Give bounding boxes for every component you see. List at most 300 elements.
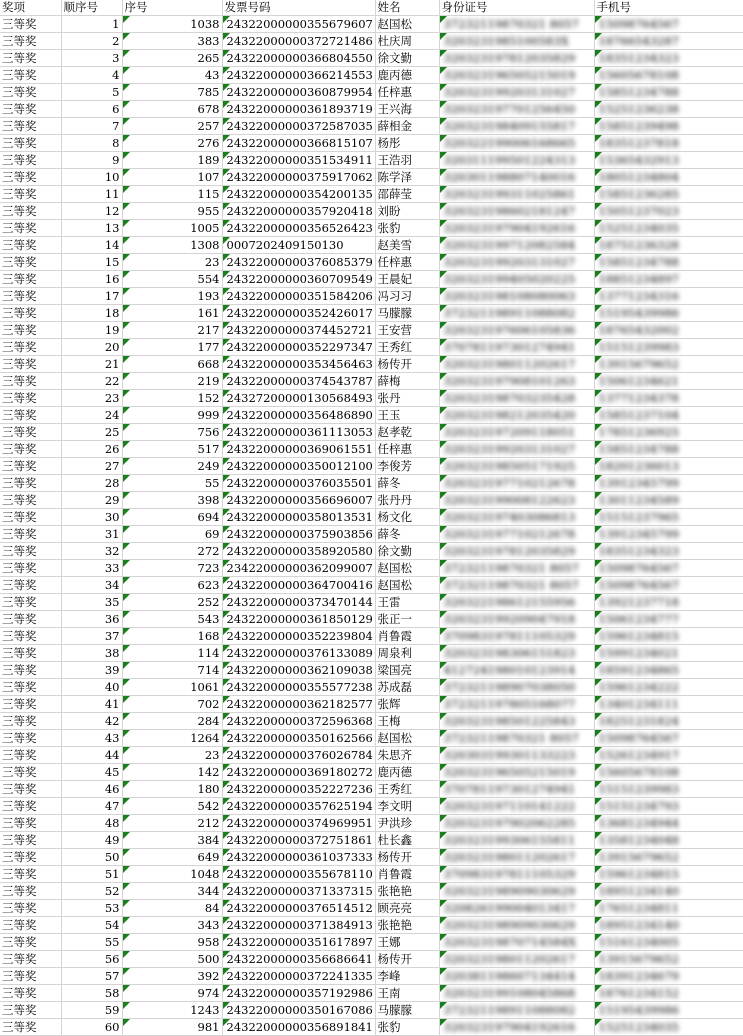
cell-phone[interactable]: 15098764567 xyxy=(594,16,743,33)
cell-order[interactable]: 41 xyxy=(61,696,122,713)
cell-prize[interactable]: 三等奖 xyxy=(0,101,61,118)
cell-order[interactable]: 57 xyxy=(61,968,122,985)
header-order[interactable]: 顺序号 xyxy=(61,0,122,16)
cell-id-number[interactable]: 320323199008122623 xyxy=(439,492,594,509)
cell-order[interactable]: 23 xyxy=(61,390,122,407)
cell-seq[interactable]: 272 xyxy=(122,543,222,560)
cell-invoice[interactable]: 24322000000361037333 xyxy=(222,849,375,866)
cell-id-number[interactable]: 320323199203131027 xyxy=(439,254,594,271)
cell-name[interactable]: 肖鲁霞 xyxy=(375,866,439,883)
cell-phone[interactable]: 13771234316 xyxy=(594,288,743,305)
cell-phone[interactable]: 15151239983 xyxy=(594,781,743,798)
cell-phone[interactable]: 18201236013 xyxy=(594,458,743,475)
cell-seq[interactable]: 554 xyxy=(122,271,222,288)
cell-seq[interactable]: 219 xyxy=(122,373,222,390)
cell-seq[interactable]: 785 xyxy=(122,84,222,101)
cell-invoice[interactable]: 24322000000350162566 xyxy=(222,730,375,747)
cell-name[interactable]: 任梓惠 xyxy=(375,441,439,458)
cell-id-number[interactable]: 37232119870321 8057 xyxy=(439,577,594,594)
cell-phone[interactable]: 18391234679 xyxy=(594,968,743,985)
cell-name[interactable]: 杨彤 xyxy=(375,135,439,152)
cell-id-number[interactable]: 320322199006168665 xyxy=(439,135,594,152)
cell-seq[interactable]: 958 xyxy=(122,934,222,951)
cell-phone[interactable]: 15051237023 xyxy=(594,203,743,220)
cell-phone[interactable]: 13912345799 xyxy=(594,475,743,492)
cell-phone[interactable]: 15365432913 xyxy=(594,152,743,169)
cell-seq[interactable]: 723 xyxy=(122,560,222,577)
cell-order[interactable]: 27 xyxy=(61,458,122,475)
cell-name[interactable]: 陈学泽 xyxy=(375,169,439,186)
cell-phone[interactable]: 13401234111 xyxy=(594,696,743,713)
cell-seq[interactable]: 55 xyxy=(122,475,222,492)
cell-name[interactable]: 王秀红 xyxy=(375,339,439,356)
cell-invoice[interactable]: 24322000000373470144 xyxy=(222,594,375,611)
header-invoice[interactable]: 发票号码 xyxy=(222,0,375,16)
cell-prize[interactable]: 三等奖 xyxy=(0,832,61,849)
cell-seq[interactable]: 517 xyxy=(122,441,222,458)
cell-invoice[interactable]: 24322000000375917062 xyxy=(222,169,375,186)
cell-prize[interactable]: 三等奖 xyxy=(0,815,61,832)
cell-invoice[interactable]: 24322000000351584206 xyxy=(222,288,375,305)
cell-name[interactable]: 周泉利 xyxy=(375,645,439,662)
cell-name[interactable]: 任梓惠 xyxy=(375,84,439,101)
cell-name[interactable]: 赵美雪 xyxy=(375,237,439,254)
cell-order[interactable]: 19 xyxy=(61,322,122,339)
cell-order[interactable]: 20 xyxy=(61,339,122,356)
cell-prize[interactable]: 三等奖 xyxy=(0,322,61,339)
cell-id-number[interactable]: 320323198011202617 xyxy=(439,356,594,373)
cell-name[interactable]: 杨文化 xyxy=(375,509,439,526)
cell-prize[interactable]: 三等奖 xyxy=(0,356,61,373)
cell-invoice[interactable]: 24322000000351617897 xyxy=(222,934,375,951)
cell-name[interactable]: 张艳艳 xyxy=(375,883,439,900)
cell-id-number[interactable]: 320323199209047918 xyxy=(439,611,594,628)
cell-id-number[interactable]: 320323197902062285 xyxy=(439,815,594,832)
cell-phone[interactable]: 15605678108 xyxy=(594,67,743,84)
cell-seq[interactable]: 999 xyxy=(122,407,222,424)
cell-invoice[interactable]: 0007202409150130 xyxy=(222,237,375,254)
cell-order[interactable]: 47 xyxy=(61,798,122,815)
cell-prize[interactable]: 三等奖 xyxy=(0,747,61,764)
cell-seq[interactable]: 276 xyxy=(122,135,222,152)
cell-prize[interactable]: 三等奖 xyxy=(0,254,61,271)
cell-order[interactable]: 39 xyxy=(61,662,122,679)
cell-order[interactable]: 33 xyxy=(61,560,122,577)
cell-name[interactable]: 鹿丙德 xyxy=(375,764,439,781)
cell-prize[interactable]: 三等奖 xyxy=(0,390,61,407)
cell-order[interactable]: 36 xyxy=(61,611,122,628)
cell-order[interactable]: 32 xyxy=(61,543,122,560)
cell-seq[interactable]: 168 xyxy=(122,628,222,645)
cell-id-number[interactable]: 320323197403086813 xyxy=(439,509,594,526)
cell-prize[interactable]: 三等奖 xyxy=(0,645,61,662)
cell-id-number[interactable]: 320301198807140016 xyxy=(439,169,594,186)
cell-phone[interactable]: 13915679652 xyxy=(594,356,743,373)
cell-id-number[interactable]: 3203231985100583X xyxy=(439,33,594,50)
cell-order[interactable]: 12 xyxy=(61,203,122,220)
cell-name[interactable]: 顾亮亮 xyxy=(375,900,439,917)
cell-name[interactable]: 薛冬 xyxy=(375,526,439,543)
cell-invoice[interactable]: 24322000000355679607 xyxy=(222,16,375,33)
cell-name[interactable]: 王晨妃 xyxy=(375,271,439,288)
cell-phone[interactable]: 17651234811 xyxy=(594,900,743,917)
cell-phone[interactable]: 18751236328 xyxy=(594,237,743,254)
cell-phone[interactable]: 18351234323 xyxy=(594,543,743,560)
cell-phone[interactable]: 15605678108 xyxy=(594,764,743,781)
cell-order[interactable]: 34 xyxy=(61,577,122,594)
cell-phone[interactable]: 13912345799 xyxy=(594,526,743,543)
cell-id-number[interactable]: 320323198011202617 xyxy=(439,849,594,866)
cell-seq[interactable]: 343 xyxy=(122,917,222,934)
cell-seq[interactable]: 1243 xyxy=(122,1002,222,1019)
cell-seq[interactable]: 383 xyxy=(122,33,222,50)
header-name[interactable]: 姓名 xyxy=(375,0,439,16)
cell-id-number[interactable]: 320323199108045868 xyxy=(439,985,594,1002)
cell-invoice[interactable]: 24322000000372587035 xyxy=(222,118,375,135)
cell-prize[interactable]: 三等奖 xyxy=(0,152,61,169)
cell-order[interactable]: 55 xyxy=(61,934,122,951)
cell-invoice[interactable]: 24322000000350012100 xyxy=(222,458,375,475)
cell-order[interactable]: 10 xyxy=(61,169,122,186)
cell-prize[interactable]: 三等奖 xyxy=(0,118,61,135)
cell-prize[interactable]: 三等奖 xyxy=(0,594,61,611)
cell-seq[interactable]: 152 xyxy=(122,390,222,407)
cell-name[interactable]: 薛梅 xyxy=(375,373,439,390)
cell-seq[interactable]: 500 xyxy=(122,951,222,968)
cell-phone[interactable]: 15991234021 xyxy=(594,645,743,662)
cell-id-number[interactable]: 320323198909030629 xyxy=(439,917,594,934)
cell-seq[interactable]: 1264 xyxy=(122,730,222,747)
cell-order[interactable]: 25 xyxy=(61,424,122,441)
cell-id-number[interactable]: 320323197209118051 xyxy=(439,424,594,441)
cell-prize[interactable]: 三等奖 xyxy=(0,1002,61,1019)
cell-prize[interactable]: 三等奖 xyxy=(0,492,61,509)
cell-id-number[interactable]: 320323199405020225 xyxy=(439,271,594,288)
cell-seq[interactable]: 23 xyxy=(122,254,222,271)
cell-id-number[interactable]: 320323197812035829 xyxy=(439,543,594,560)
cell-seq[interactable]: 623 xyxy=(122,577,222,594)
cell-name[interactable]: 李峰 xyxy=(375,968,439,985)
cell-prize[interactable]: 三等奖 xyxy=(0,934,61,951)
cell-seq[interactable]: 84 xyxy=(122,900,222,917)
cell-seq[interactable]: 384 xyxy=(122,832,222,849)
cell-invoice[interactable]: 24322000000353456463 xyxy=(222,356,375,373)
cell-phone[interactable]: 18591234865 xyxy=(594,662,743,679)
cell-order[interactable]: 11 xyxy=(61,186,122,203)
cell-invoice[interactable]: 24322000000351534911 xyxy=(222,152,375,169)
cell-prize[interactable]: 三等奖 xyxy=(0,696,61,713)
cell-id-number[interactable]: 370983197811105329 xyxy=(439,866,594,883)
cell-prize[interactable]: 三等奖 xyxy=(0,271,61,288)
cell-id-number[interactable]: 320323199203131027 xyxy=(439,84,594,101)
cell-name[interactable]: 赵国松 xyxy=(375,577,439,594)
cell-invoice[interactable]: 24322000000374543787 xyxy=(222,373,375,390)
cell-invoice[interactable]: 24322000000364700416 xyxy=(222,577,375,594)
cell-id-number[interactable]: 320311199501224313 xyxy=(439,152,594,169)
cell-id-number[interactable]: 412724198010123914 xyxy=(439,662,594,679)
cell-name[interactable]: 李俊芳 xyxy=(375,458,439,475)
cell-order[interactable]: 14 xyxy=(61,237,122,254)
cell-name[interactable]: 朱思齐 xyxy=(375,747,439,764)
cell-name[interactable]: 赵国松 xyxy=(375,16,439,33)
cell-name[interactable]: 梁国亮 xyxy=(375,662,439,679)
cell-phone[interactable]: 18051234804 xyxy=(594,169,743,186)
cell-invoice[interactable]: 24322000000374452721 xyxy=(222,322,375,339)
cell-invoice[interactable]: 24322000000357625194 xyxy=(222,798,375,815)
cell-id-number[interactable]: 320381198607134414 xyxy=(439,968,594,985)
cell-order[interactable]: 50 xyxy=(61,849,122,866)
cell-id-number[interactable]: 320323198703235428 xyxy=(439,390,594,407)
cell-phone[interactable]: 18351234323 xyxy=(594,50,743,67)
cell-order[interactable]: 16 xyxy=(61,271,122,288)
cell-seq[interactable]: 284 xyxy=(122,713,222,730)
cell-name[interactable]: 薛相金 xyxy=(375,118,439,135)
cell-invoice[interactable]: 24322000000366804550 xyxy=(222,50,375,67)
cell-order[interactable]: 22 xyxy=(61,373,122,390)
cell-phone[interactable]: 15851239498 xyxy=(594,118,743,135)
cell-order[interactable]: 29 xyxy=(61,492,122,509)
cell-invoice[interactable]: 24322000000360879954 xyxy=(222,84,375,101)
cell-phone[interactable]: 15851234788 xyxy=(594,441,743,458)
cell-prize[interactable]: 三等奖 xyxy=(0,33,61,50)
cell-phone[interactable]: 15098764567 xyxy=(594,577,743,594)
cell-name[interactable]: 肖鲁霞 xyxy=(375,628,439,645)
cell-id-number[interactable]: 320323197904192616 xyxy=(439,1019,594,1036)
cell-seq[interactable]: 249 xyxy=(122,458,222,475)
cell-order[interactable]: 21 xyxy=(61,356,122,373)
cell-order[interactable]: 17 xyxy=(61,288,122,305)
cell-name[interactable]: 薛冬 xyxy=(375,475,439,492)
cell-prize[interactable]: 三等奖 xyxy=(0,475,61,492)
cell-seq[interactable]: 974 xyxy=(122,985,222,1002)
cell-phone[interactable]: 13915679652 xyxy=(594,951,743,968)
cell-order[interactable]: 5 xyxy=(61,84,122,101)
cell-name[interactable]: 王玉 xyxy=(375,407,439,424)
cell-order[interactable]: 28 xyxy=(61,475,122,492)
cell-prize[interactable]: 三等奖 xyxy=(0,203,61,220)
cell-invoice[interactable]: 24322000000372751861 xyxy=(222,832,375,849)
cell-id-number[interactable]: 37232119870321 8057 xyxy=(439,16,594,33)
cell-id-number[interactable]: 37232119870321 8057 xyxy=(439,730,594,747)
cell-id-number[interactable]: 320323197606105836 xyxy=(439,322,594,339)
cell-phone[interactable]: 15961234815 xyxy=(594,866,743,883)
cell-id-number[interactable]: 320322198612155956 xyxy=(439,594,594,611)
cell-prize[interactable]: 三等奖 xyxy=(0,407,61,424)
cell-invoice[interactable]: 24322000000360709549 xyxy=(222,271,375,288)
cell-prize[interactable]: 三等奖 xyxy=(0,373,61,390)
cell-invoice[interactable]: 24322000000357192986 xyxy=(222,985,375,1002)
cell-id-number[interactable]: 320323198212035420 xyxy=(439,407,594,424)
cell-name[interactable]: 张豹 xyxy=(375,1019,439,1036)
cell-seq[interactable]: 668 xyxy=(122,356,222,373)
cell-invoice[interactable]: 24322000000352227236 xyxy=(222,781,375,798)
cell-invoice[interactable]: 24322000000376133089 xyxy=(222,645,375,662)
cell-prize[interactable]: 三等奖 xyxy=(0,577,61,594)
cell-phone[interactable]: 15195439986 xyxy=(594,305,743,322)
cell-order[interactable]: 4 xyxy=(61,67,122,84)
cell-name[interactable]: 王南 xyxy=(375,985,439,1002)
cell-name[interactable]: 赵国松 xyxy=(375,560,439,577)
cell-seq[interactable]: 1005 xyxy=(122,220,222,237)
cell-prize[interactable]: 三等奖 xyxy=(0,186,61,203)
cell-id-number[interactable]: 320323197908101263 xyxy=(439,373,594,390)
cell-name[interactable]: 王秀红 xyxy=(375,781,439,798)
cell-order[interactable]: 8 xyxy=(61,135,122,152)
cell-order[interactable]: 18 xyxy=(61,305,122,322)
cell-invoice[interactable]: 24322000000361113053 xyxy=(222,424,375,441)
header-phone[interactable]: 手机号 xyxy=(594,0,743,16)
cell-seq[interactable]: 1061 xyxy=(122,679,222,696)
cell-seq[interactable]: 702 xyxy=(122,696,222,713)
cell-phone[interactable]: 15061234621 xyxy=(594,373,743,390)
cell-seq[interactable]: 678 xyxy=(122,101,222,118)
cell-id-number[interactable]: 320826199004013417 xyxy=(439,900,594,917)
cell-phone[interactable]: 13581234048 xyxy=(594,832,743,849)
cell-order[interactable]: 38 xyxy=(61,645,122,662)
cell-prize[interactable]: 三等奖 xyxy=(0,458,61,475)
cell-phone[interactable]: 13921237718 xyxy=(594,594,743,611)
cell-phone[interactable]: 15851234788 xyxy=(594,254,743,271)
cell-phone[interactable]: 15098764567 xyxy=(594,730,743,747)
cell-seq[interactable]: 189 xyxy=(122,152,222,169)
cell-id-number[interactable]: 320323196505215019 xyxy=(439,67,594,84)
cell-phone[interactable]: 13681234944 xyxy=(594,815,743,832)
cell-invoice[interactable]: 23422000000362099007 xyxy=(222,560,375,577)
cell-invoice[interactable]: 24322000000376035501 xyxy=(222,475,375,492)
cell-order[interactable]: 43 xyxy=(61,730,122,747)
cell-seq[interactable]: 344 xyxy=(122,883,222,900)
cell-prize[interactable]: 三等奖 xyxy=(0,917,61,934)
cell-order[interactable]: 48 xyxy=(61,815,122,832)
cell-prize[interactable]: 三等奖 xyxy=(0,730,61,747)
cell-id-number[interactable]: 370781197301274941 xyxy=(439,781,594,798)
cell-invoice[interactable]: 24322000000356526423 xyxy=(222,220,375,237)
cell-order[interactable]: 24 xyxy=(61,407,122,424)
cell-invoice[interactable]: 24322000000371384913 xyxy=(222,917,375,934)
cell-order[interactable]: 9 xyxy=(61,152,122,169)
cell-seq[interactable]: 142 xyxy=(122,764,222,781)
cell-name[interactable]: 赵国松 xyxy=(375,730,439,747)
cell-invoice[interactable]: 24322000000361893719 xyxy=(222,101,375,118)
cell-invoice[interactable]: 24322000000352297347 xyxy=(222,339,375,356)
cell-prize[interactable]: 三等奖 xyxy=(0,50,61,67)
cell-id-number[interactable]: 370781197301274941 xyxy=(439,339,594,356)
cell-name[interactable]: 马朦朦 xyxy=(375,305,439,322)
cell-order[interactable]: 45 xyxy=(61,764,122,781)
cell-id-number[interactable]: 320323198108080063 xyxy=(439,288,594,305)
cell-seq[interactable]: 115 xyxy=(122,186,222,203)
cell-id-number[interactable]: 320323198409155817 xyxy=(439,118,594,135)
cell-name[interactable]: 刘盼 xyxy=(375,203,439,220)
cell-seq[interactable]: 1038 xyxy=(122,16,222,33)
cell-order[interactable]: 30 xyxy=(61,509,122,526)
cell-invoice[interactable]: 24322000000366214553 xyxy=(222,67,375,84)
cell-phone[interactable]: 18851234897 xyxy=(594,271,743,288)
cell-prize[interactable]: 三等奖 xyxy=(0,883,61,900)
cell-name[interactable]: 徐文勤 xyxy=(375,50,439,67)
cell-seq[interactable]: 955 xyxy=(122,203,222,220)
cell-invoice[interactable]: 24322000000366815107 xyxy=(222,135,375,152)
cell-phone[interactable]: 15151237965 xyxy=(594,509,743,526)
cell-seq[interactable]: 694 xyxy=(122,509,222,526)
cell-invoice[interactable]: 24322000000362182577 xyxy=(222,696,375,713)
cell-phone[interactable]: 15251236238 xyxy=(594,101,743,118)
cell-prize[interactable]: 三等奖 xyxy=(0,441,61,458)
cell-prize[interactable]: 三等奖 xyxy=(0,237,61,254)
cell-id-number[interactable]: 372321198907038050 xyxy=(439,679,594,696)
cell-invoice[interactable]: 24322000000357920418 xyxy=(222,203,375,220)
cell-prize[interactable]: 三等奖 xyxy=(0,169,61,186)
cell-prize[interactable]: 三等奖 xyxy=(0,900,61,917)
cell-invoice[interactable]: 24322000000352426017 xyxy=(222,305,375,322)
cell-order[interactable]: 26 xyxy=(61,441,122,458)
cell-id-number[interactable]: 320323199311025861 xyxy=(439,186,594,203)
cell-prize[interactable]: 三等奖 xyxy=(0,764,61,781)
cell-seq[interactable]: 177 xyxy=(122,339,222,356)
cell-id-number[interactable]: 372321198911088082 xyxy=(439,1002,594,1019)
cell-invoice[interactable]: 24322000000350167086 xyxy=(222,1002,375,1019)
header-prize[interactable]: 奖项 xyxy=(0,0,61,16)
cell-seq[interactable]: 543 xyxy=(122,611,222,628)
cell-seq[interactable]: 180 xyxy=(122,781,222,798)
cell-invoice[interactable]: 24322000000354200135 xyxy=(222,186,375,203)
cell-seq[interactable]: 1308 xyxy=(122,237,222,254)
cell-id-number[interactable]: 320323198505171925 xyxy=(439,458,594,475)
cell-name[interactable]: 任梓惠 xyxy=(375,254,439,271)
cell-invoice[interactable]: 24322000000375903856 xyxy=(222,526,375,543)
cell-order[interactable]: 52 xyxy=(61,883,122,900)
cell-order[interactable]: 3 xyxy=(61,50,122,67)
cell-name[interactable]: 马朦朦 xyxy=(375,1002,439,1019)
cell-phone[interactable]: 15851236285 xyxy=(594,186,743,203)
cell-id-number[interactable]: 320323197904192616 xyxy=(439,220,594,237)
cell-seq[interactable]: 212 xyxy=(122,815,222,832)
cell-phone[interactable]: 18765432002 xyxy=(594,322,743,339)
cell-order[interactable]: 53 xyxy=(61,900,122,917)
cell-phone[interactable]: 18251231824 xyxy=(594,713,743,730)
cell-name[interactable]: 张正一 xyxy=(375,611,439,628)
cell-phone[interactable]: 18951234140 xyxy=(594,883,743,900)
cell-prize[interactable]: 三等奖 xyxy=(0,560,61,577)
cell-id-number[interactable]: 32032319870714584X xyxy=(439,934,594,951)
cell-invoice[interactable]: 24322000000369180272 xyxy=(222,764,375,781)
cell-seq[interactable]: 69 xyxy=(122,526,222,543)
cell-seq[interactable]: 161 xyxy=(122,305,222,322)
cell-invoice[interactable]: 24322000000369061551 xyxy=(222,441,375,458)
cell-invoice[interactable]: 24322000000372241335 xyxy=(222,968,375,985)
cell-order[interactable]: 15 xyxy=(61,254,122,271)
cell-phone[interactable]: 15851234788 xyxy=(594,84,743,101)
cell-order[interactable]: 42 xyxy=(61,713,122,730)
cell-invoice[interactable]: 24322000000356891841 xyxy=(222,1019,375,1036)
cell-prize[interactable]: 三等奖 xyxy=(0,220,61,237)
cell-order[interactable]: 40 xyxy=(61,679,122,696)
cell-phone[interactable]: 18766543287 xyxy=(594,33,743,50)
header-seq[interactable]: 序号 xyxy=(122,0,222,16)
cell-prize[interactable]: 三等奖 xyxy=(0,16,61,33)
cell-invoice[interactable]: 24322000000356696007 xyxy=(222,492,375,509)
cell-prize[interactable]: 三等奖 xyxy=(0,628,61,645)
cell-seq[interactable]: 23 xyxy=(122,747,222,764)
cell-phone[interactable]: 15061234777 xyxy=(594,611,743,628)
cell-prize[interactable]: 三等奖 xyxy=(0,84,61,101)
cell-phone[interactable]: 15961234815 xyxy=(594,628,743,645)
cell-prize[interactable]: 三等奖 xyxy=(0,679,61,696)
cell-id-number[interactable]: 320323199306155811 xyxy=(439,832,594,849)
cell-prize[interactable]: 三等奖 xyxy=(0,713,61,730)
cell-seq[interactable]: 392 xyxy=(122,968,222,985)
cell-name[interactable]: 王兴海 xyxy=(375,101,439,118)
